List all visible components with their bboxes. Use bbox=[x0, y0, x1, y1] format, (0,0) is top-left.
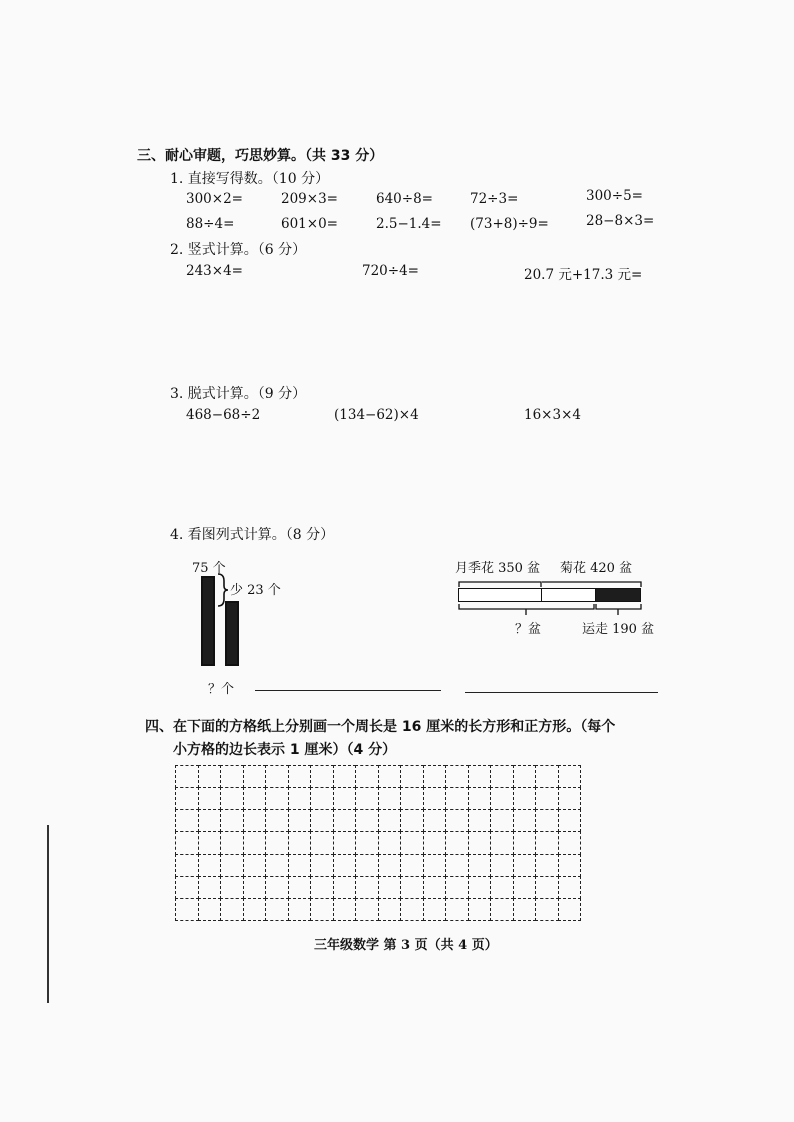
grid-cell[interactable] bbox=[490, 854, 514, 877]
section-3-title: 三、耐心审题，巧思妙算。（共 33 分） bbox=[137, 148, 384, 164]
grid-cell[interactable] bbox=[468, 854, 492, 877]
fig2-brace-bottom bbox=[458, 603, 642, 617]
grid-cell[interactable] bbox=[220, 787, 244, 810]
grid-paper[interactable] bbox=[175, 765, 580, 920]
grid-cell[interactable] bbox=[400, 854, 424, 877]
grid-cell[interactable] bbox=[220, 854, 244, 877]
grid-cell[interactable] bbox=[355, 876, 379, 899]
grid-cell[interactable] bbox=[243, 854, 267, 877]
grid-cell[interactable] bbox=[310, 876, 334, 899]
grid-cell[interactable] bbox=[198, 765, 222, 788]
fig1-diff-label: 少 23 个 bbox=[230, 583, 281, 598]
q2-title: 2. 竖式计算。（6 分） bbox=[170, 242, 307, 258]
grid-cell[interactable] bbox=[468, 765, 492, 788]
grid-cell[interactable] bbox=[558, 787, 582, 810]
grid-cell[interactable] bbox=[198, 831, 222, 854]
grid-cell[interactable] bbox=[175, 876, 199, 899]
grid-cell[interactable] bbox=[558, 854, 582, 877]
grid-cell[interactable] bbox=[378, 765, 402, 788]
fig2-segment-remaining bbox=[541, 588, 596, 602]
q3-title: 3. 脱式计算。（9 分） bbox=[170, 386, 307, 402]
grid-cell[interactable] bbox=[243, 809, 267, 832]
grid-cell[interactable] bbox=[355, 787, 379, 810]
grid-cell[interactable] bbox=[175, 898, 199, 921]
grid-cell[interactable] bbox=[198, 854, 222, 877]
grid-cell[interactable] bbox=[513, 854, 537, 877]
grid-cell[interactable] bbox=[513, 787, 537, 810]
fig2-answer-line[interactable] bbox=[465, 692, 658, 693]
grid-cell[interactable] bbox=[513, 876, 537, 899]
grid-cell[interactable] bbox=[423, 854, 447, 877]
grid-cell[interactable] bbox=[400, 765, 424, 788]
grid-cell[interactable] bbox=[175, 787, 199, 810]
grid-cell[interactable] bbox=[243, 876, 267, 899]
grid-cell[interactable] bbox=[535, 876, 559, 899]
grid-cell[interactable] bbox=[558, 765, 582, 788]
q3-item-3: 16×3×4 bbox=[524, 407, 581, 423]
grid-cell[interactable] bbox=[220, 809, 244, 832]
fig2-bottom-right: 运走 190 盆 bbox=[582, 622, 655, 637]
grid-cell[interactable] bbox=[535, 809, 559, 832]
section-4-title-line-2: 小方格的边长表示 1 厘米）（4 分） bbox=[173, 742, 397, 758]
grid-cell[interactable] bbox=[265, 787, 289, 810]
grid-cell[interactable] bbox=[198, 787, 222, 810]
grid-cell[interactable] bbox=[355, 809, 379, 832]
section-4-title-line-1: 四、在下面的方格纸上分别画一个周长是 16 厘米的长方形和正方形。（每个 bbox=[145, 719, 616, 735]
fig1-answer-line[interactable] bbox=[255, 690, 441, 691]
grid-cell[interactable] bbox=[355, 765, 379, 788]
q1-r2-c2: 601×0= bbox=[281, 216, 338, 232]
grid-cell[interactable] bbox=[468, 787, 492, 810]
grid-cell[interactable] bbox=[445, 854, 469, 877]
grid-cell[interactable] bbox=[220, 898, 244, 921]
grid-cell[interactable] bbox=[445, 765, 469, 788]
grid-cell[interactable] bbox=[310, 854, 334, 877]
q1-r1-c3: 640÷8= bbox=[376, 191, 433, 207]
grid-cell[interactable] bbox=[378, 876, 402, 899]
grid-cell[interactable] bbox=[333, 787, 357, 810]
grid-cell[interactable] bbox=[558, 809, 582, 832]
grid-cell[interactable] bbox=[378, 831, 402, 854]
grid-cell[interactable] bbox=[175, 854, 199, 877]
grid-cell[interactable] bbox=[423, 831, 447, 854]
fig2-label-right: 菊花 420 盆 bbox=[560, 561, 633, 576]
grid-cell[interactable] bbox=[513, 898, 537, 921]
grid-cell[interactable] bbox=[288, 831, 312, 854]
grid-cell[interactable] bbox=[445, 831, 469, 854]
grid-cell[interactable] bbox=[333, 876, 357, 899]
q1-title: 1. 直接写得数。（10 分） bbox=[170, 171, 330, 187]
grid-cell[interactable] bbox=[445, 898, 469, 921]
grid-cell[interactable] bbox=[490, 809, 514, 832]
q2-item-3: 20.7 元+17.3 元= bbox=[524, 267, 643, 283]
q1-r2-c3: 2.5−1.4= bbox=[376, 216, 442, 232]
page-footer: 三年级数学 第 3 页（共 4 页） bbox=[314, 938, 498, 953]
grid-cell[interactable] bbox=[288, 809, 312, 832]
fig2-segment-rose bbox=[458, 588, 542, 602]
grid-cell[interactable] bbox=[265, 898, 289, 921]
fig1-short-bar bbox=[225, 601, 239, 666]
grid-cell[interactable] bbox=[288, 898, 312, 921]
grid-cell[interactable] bbox=[423, 876, 447, 899]
grid-cell[interactable] bbox=[445, 809, 469, 832]
grid-cell[interactable] bbox=[535, 898, 559, 921]
grid-cell[interactable] bbox=[265, 765, 289, 788]
margin-line bbox=[47, 825, 49, 1003]
grid-cell[interactable] bbox=[468, 898, 492, 921]
q1-r2-c4: (73+8)÷9= bbox=[470, 216, 549, 232]
grid-cell[interactable] bbox=[355, 854, 379, 877]
grid-cell[interactable] bbox=[513, 831, 537, 854]
grid-cell[interactable] bbox=[310, 787, 334, 810]
grid-cell[interactable] bbox=[175, 809, 199, 832]
grid-cell[interactable] bbox=[310, 765, 334, 788]
grid-cell[interactable] bbox=[198, 898, 222, 921]
grid-cell[interactable] bbox=[288, 876, 312, 899]
q1-r1-c4: 72÷3= bbox=[470, 191, 519, 207]
grid-cell[interactable] bbox=[558, 898, 582, 921]
fig1-bottom-label: ？个 bbox=[208, 682, 235, 697]
grid-cell[interactable] bbox=[220, 831, 244, 854]
grid-cell[interactable] bbox=[378, 898, 402, 921]
grid-cell[interactable] bbox=[333, 831, 357, 854]
grid-cell[interactable] bbox=[513, 809, 537, 832]
grid-cell[interactable] bbox=[558, 876, 582, 899]
grid-cell[interactable] bbox=[333, 765, 357, 788]
grid-cell[interactable] bbox=[243, 765, 267, 788]
grid-cell[interactable] bbox=[378, 854, 402, 877]
grid-cell[interactable] bbox=[535, 831, 559, 854]
grid-cell[interactable] bbox=[175, 831, 199, 854]
grid-cell[interactable] bbox=[198, 876, 222, 899]
grid-cell[interactable] bbox=[220, 876, 244, 899]
grid-cell[interactable] bbox=[310, 898, 334, 921]
grid-cell[interactable] bbox=[198, 809, 222, 832]
grid-cell[interactable] bbox=[400, 787, 424, 810]
grid-cell[interactable] bbox=[423, 765, 447, 788]
grid-cell[interactable] bbox=[468, 809, 492, 832]
grid-cell[interactable] bbox=[378, 787, 402, 810]
grid-cell[interactable] bbox=[490, 765, 514, 788]
fig1-top-label: 75 个 bbox=[192, 561, 226, 576]
grid-cell[interactable] bbox=[490, 831, 514, 854]
q2-item-2: 720÷4= bbox=[362, 263, 419, 279]
grid-cell[interactable] bbox=[490, 876, 514, 899]
q3-item-1: 468−68÷2 bbox=[186, 407, 261, 423]
grid-cell[interactable] bbox=[423, 809, 447, 832]
grid-cell[interactable] bbox=[423, 898, 447, 921]
grid-cell[interactable] bbox=[378, 809, 402, 832]
grid-cell[interactable] bbox=[265, 854, 289, 877]
grid-cell[interactable] bbox=[220, 765, 244, 788]
grid-cell[interactable] bbox=[400, 809, 424, 832]
grid-cell[interactable] bbox=[535, 854, 559, 877]
q1-r2-c1: 88÷4= bbox=[186, 216, 235, 232]
grid-cell[interactable] bbox=[558, 831, 582, 854]
grid-cell[interactable] bbox=[535, 787, 559, 810]
grid-cell[interactable] bbox=[175, 765, 199, 788]
q2-item-1: 243×4= bbox=[186, 263, 243, 279]
q1-r1-c1: 300×2= bbox=[186, 191, 243, 207]
grid-cell[interactable] bbox=[288, 787, 312, 810]
grid-cell[interactable] bbox=[535, 765, 559, 788]
grid-cell[interactable] bbox=[445, 876, 469, 899]
q1-r1-c5: 300÷5= bbox=[586, 188, 643, 204]
fig2-brace-top-right bbox=[458, 576, 642, 588]
grid-cell[interactable] bbox=[423, 787, 447, 810]
grid-cell[interactable] bbox=[243, 831, 267, 854]
grid-cell[interactable] bbox=[400, 876, 424, 899]
grid-cell[interactable] bbox=[333, 898, 357, 921]
q1-r2-c5: 28−8×3= bbox=[586, 213, 655, 229]
grid-cell[interactable] bbox=[333, 809, 357, 832]
fig2-segment-removed bbox=[595, 588, 641, 602]
grid-cell[interactable] bbox=[490, 787, 514, 810]
fig1-brace bbox=[216, 572, 230, 608]
grid-cell[interactable] bbox=[400, 831, 424, 854]
grid-cell[interactable] bbox=[468, 831, 492, 854]
grid-cell[interactable] bbox=[355, 831, 379, 854]
grid-cell[interactable] bbox=[310, 809, 334, 832]
grid-cell[interactable] bbox=[490, 898, 514, 921]
grid-cell[interactable] bbox=[288, 765, 312, 788]
grid-cell[interactable] bbox=[265, 809, 289, 832]
grid-cell[interactable] bbox=[265, 831, 289, 854]
q3-item-2: (134−62)×4 bbox=[334, 407, 419, 423]
fig1-long-bar bbox=[201, 576, 215, 666]
grid-cell[interactable] bbox=[333, 854, 357, 877]
grid-cell[interactable] bbox=[355, 898, 379, 921]
grid-cell[interactable] bbox=[445, 787, 469, 810]
grid-cell[interactable] bbox=[265, 876, 289, 899]
fig2-label-left: 月季花 350 盆 bbox=[455, 561, 541, 576]
q1-r1-c2: 209×3= bbox=[281, 191, 338, 207]
grid-cell[interactable] bbox=[468, 876, 492, 899]
q4-title: 4. 看图列式计算。（8 分） bbox=[170, 527, 335, 543]
grid-cell[interactable] bbox=[310, 831, 334, 854]
grid-cell[interactable] bbox=[288, 854, 312, 877]
grid-cell[interactable] bbox=[513, 765, 537, 788]
grid-cell[interactable] bbox=[243, 898, 267, 921]
grid-cell[interactable] bbox=[243, 787, 267, 810]
fig2-bottom-left: ？盆 bbox=[515, 622, 542, 637]
grid-cell[interactable] bbox=[400, 898, 424, 921]
